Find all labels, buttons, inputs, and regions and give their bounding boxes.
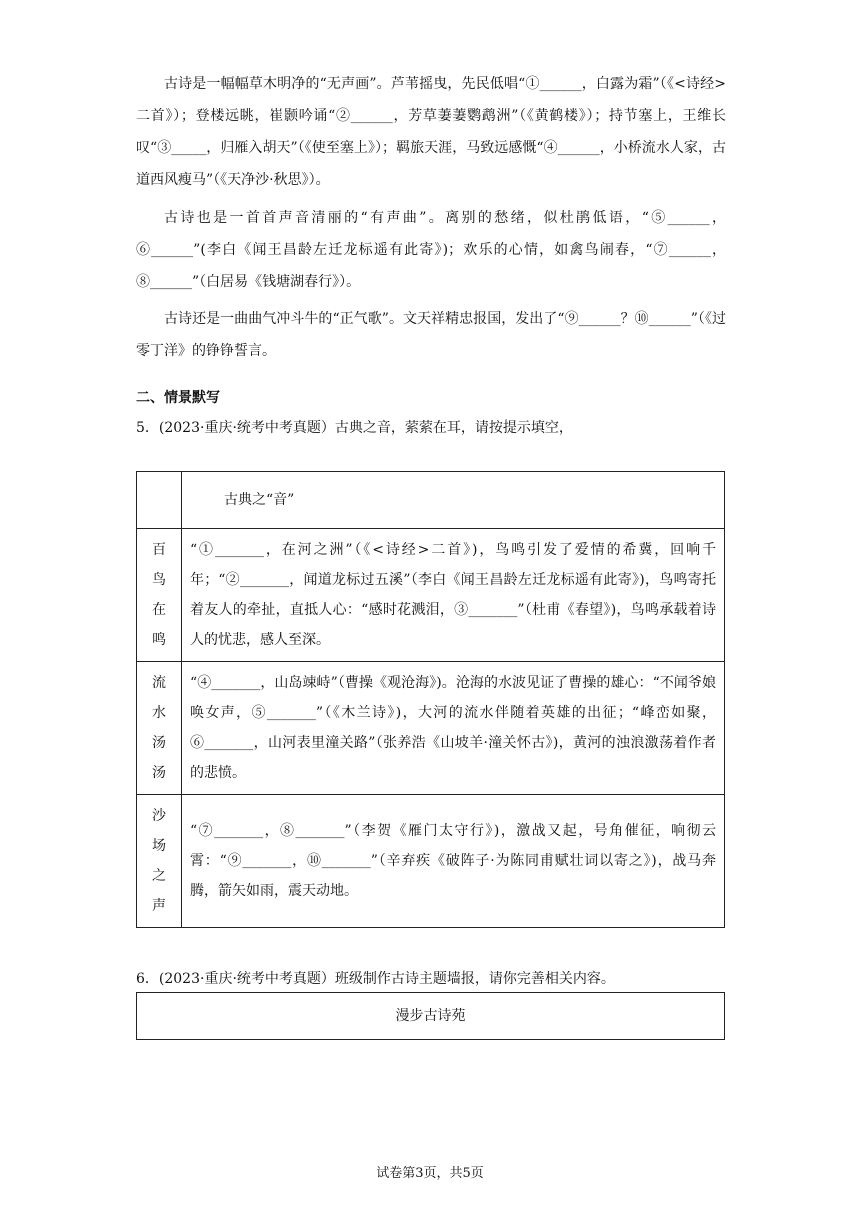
row-text-water: “④_______，山岛竦峙”（曹操《观沧海》)。沧海的水波见证了曹操的雄心：“不闻爷娘唤女声，⑤_______”（《木兰诗》)，大河的流水伴随着英雄的出征；“峰峦如聚，⑥_______，山河表里潼关路”（张养浩《山坡羊·潼关怀古》)，黄河的浊浪激荡着作者的悲愤。: [182, 662, 725, 795]
row-label-char: 沙: [152, 808, 166, 824]
question-5-table: [136, 471, 725, 928]
table-header-cell: 古典之“音”: [182, 472, 725, 529]
table-row: [137, 529, 725, 662]
question-5-stem: 5．(2023·重庆·统考中考真题）古典之音，萦萦在耳，请按提示填空，: [136, 420, 573, 436]
row-label-char: 百: [152, 542, 166, 558]
table-row: [137, 662, 725, 795]
row-label-char: 汤: [152, 765, 166, 781]
question-6-title-box: 漫步古诗苑: [136, 992, 725, 1040]
table-corner-cell: [137, 472, 182, 529]
row-text-battlefield: “⑦_______，⑧_______”（李贺《雁门太守行》)，激战又起，号角催征，响彻云霄：“⑨_______，⑩_______”（辛弃疾《破阵子·为陈同甫赋壮词以寄之》)，战马奔腾，箭矢如雨，震天动地。: [182, 795, 725, 928]
question-6-stem: 6．(2023·重庆·统考中考真题）班级制作古诗主题墙报，请你完善相关内容。: [136, 971, 615, 987]
row-label-char: 之: [152, 868, 166, 884]
row-label-char: 水: [152, 705, 166, 721]
row-label-char: 鸣: [152, 632, 166, 648]
row-label-water: [137, 662, 182, 795]
row-label-char: 场: [152, 838, 166, 854]
passage-paragraph-3: 古诗还是一曲曲气冲斗牛的“正气歌”。文天祥精忠报国，发出了“⑨______？⑩______”（《过零丁洋》的铮铮誓言。: [136, 311, 726, 359]
row-label-char: 在: [152, 602, 166, 618]
passage-paragraph-1: 古诗是一幅幅草木明净的“无声画”。芦苇摇曳，先民低唱“①______，白露为霜”（《<诗经>二首》）；登楼远眺，崔颢吟诵“②______，芳草萋萋鹦鹉洲”（《黄鹤楼》）；持节塞上，王维长叹“③_____，归雁入胡天”（《使至塞上》）；羁旅天涯，马致远感慨“④______，小桥流水人家，古道西风瘦马”（《天净沙·秋思》）。: [136, 76, 726, 188]
row-label-char: 声: [152, 898, 166, 914]
row-label-char: 鸟: [152, 572, 166, 588]
row-label-char: 汤: [152, 735, 166, 751]
passage-paragraph-2: 古诗也是一首首声音清丽的“有声曲”。离别的愁绪，似杜鹃低语，“⑤______，⑥______”(李白《闻王昌龄左迁龙标遥有此寄》)；欢乐的心情，如禽鸟闹春，“⑦______，⑧______”（白居易《钱塘湖春行》）。: [136, 210, 726, 290]
page-footer: 试卷第3页，共5页: [376, 1166, 484, 1181]
section-heading: 二、情景默写: [136, 390, 220, 406]
table-row: [137, 795, 725, 928]
row-label-birds: [137, 529, 182, 662]
row-text-birds: “①_______，在河之洲”（《<诗经>二首》)，鸟鸣引发了爱情的希冀，回响千年；“②_______，闻道龙标过五溪”（李白《闻王昌龄左迁龙标遥有此寄》)，鸟鸣寄托着友人的牵扯，直抵人心：“感时花溅泪，③_______”（杜甫《春望》)，鸟鸣承载着诗人的忧悲，感人至深。: [182, 529, 725, 662]
row-label-battlefield: [137, 795, 182, 928]
table-header-row: [137, 472, 725, 529]
row-label-char: 流: [152, 675, 166, 691]
